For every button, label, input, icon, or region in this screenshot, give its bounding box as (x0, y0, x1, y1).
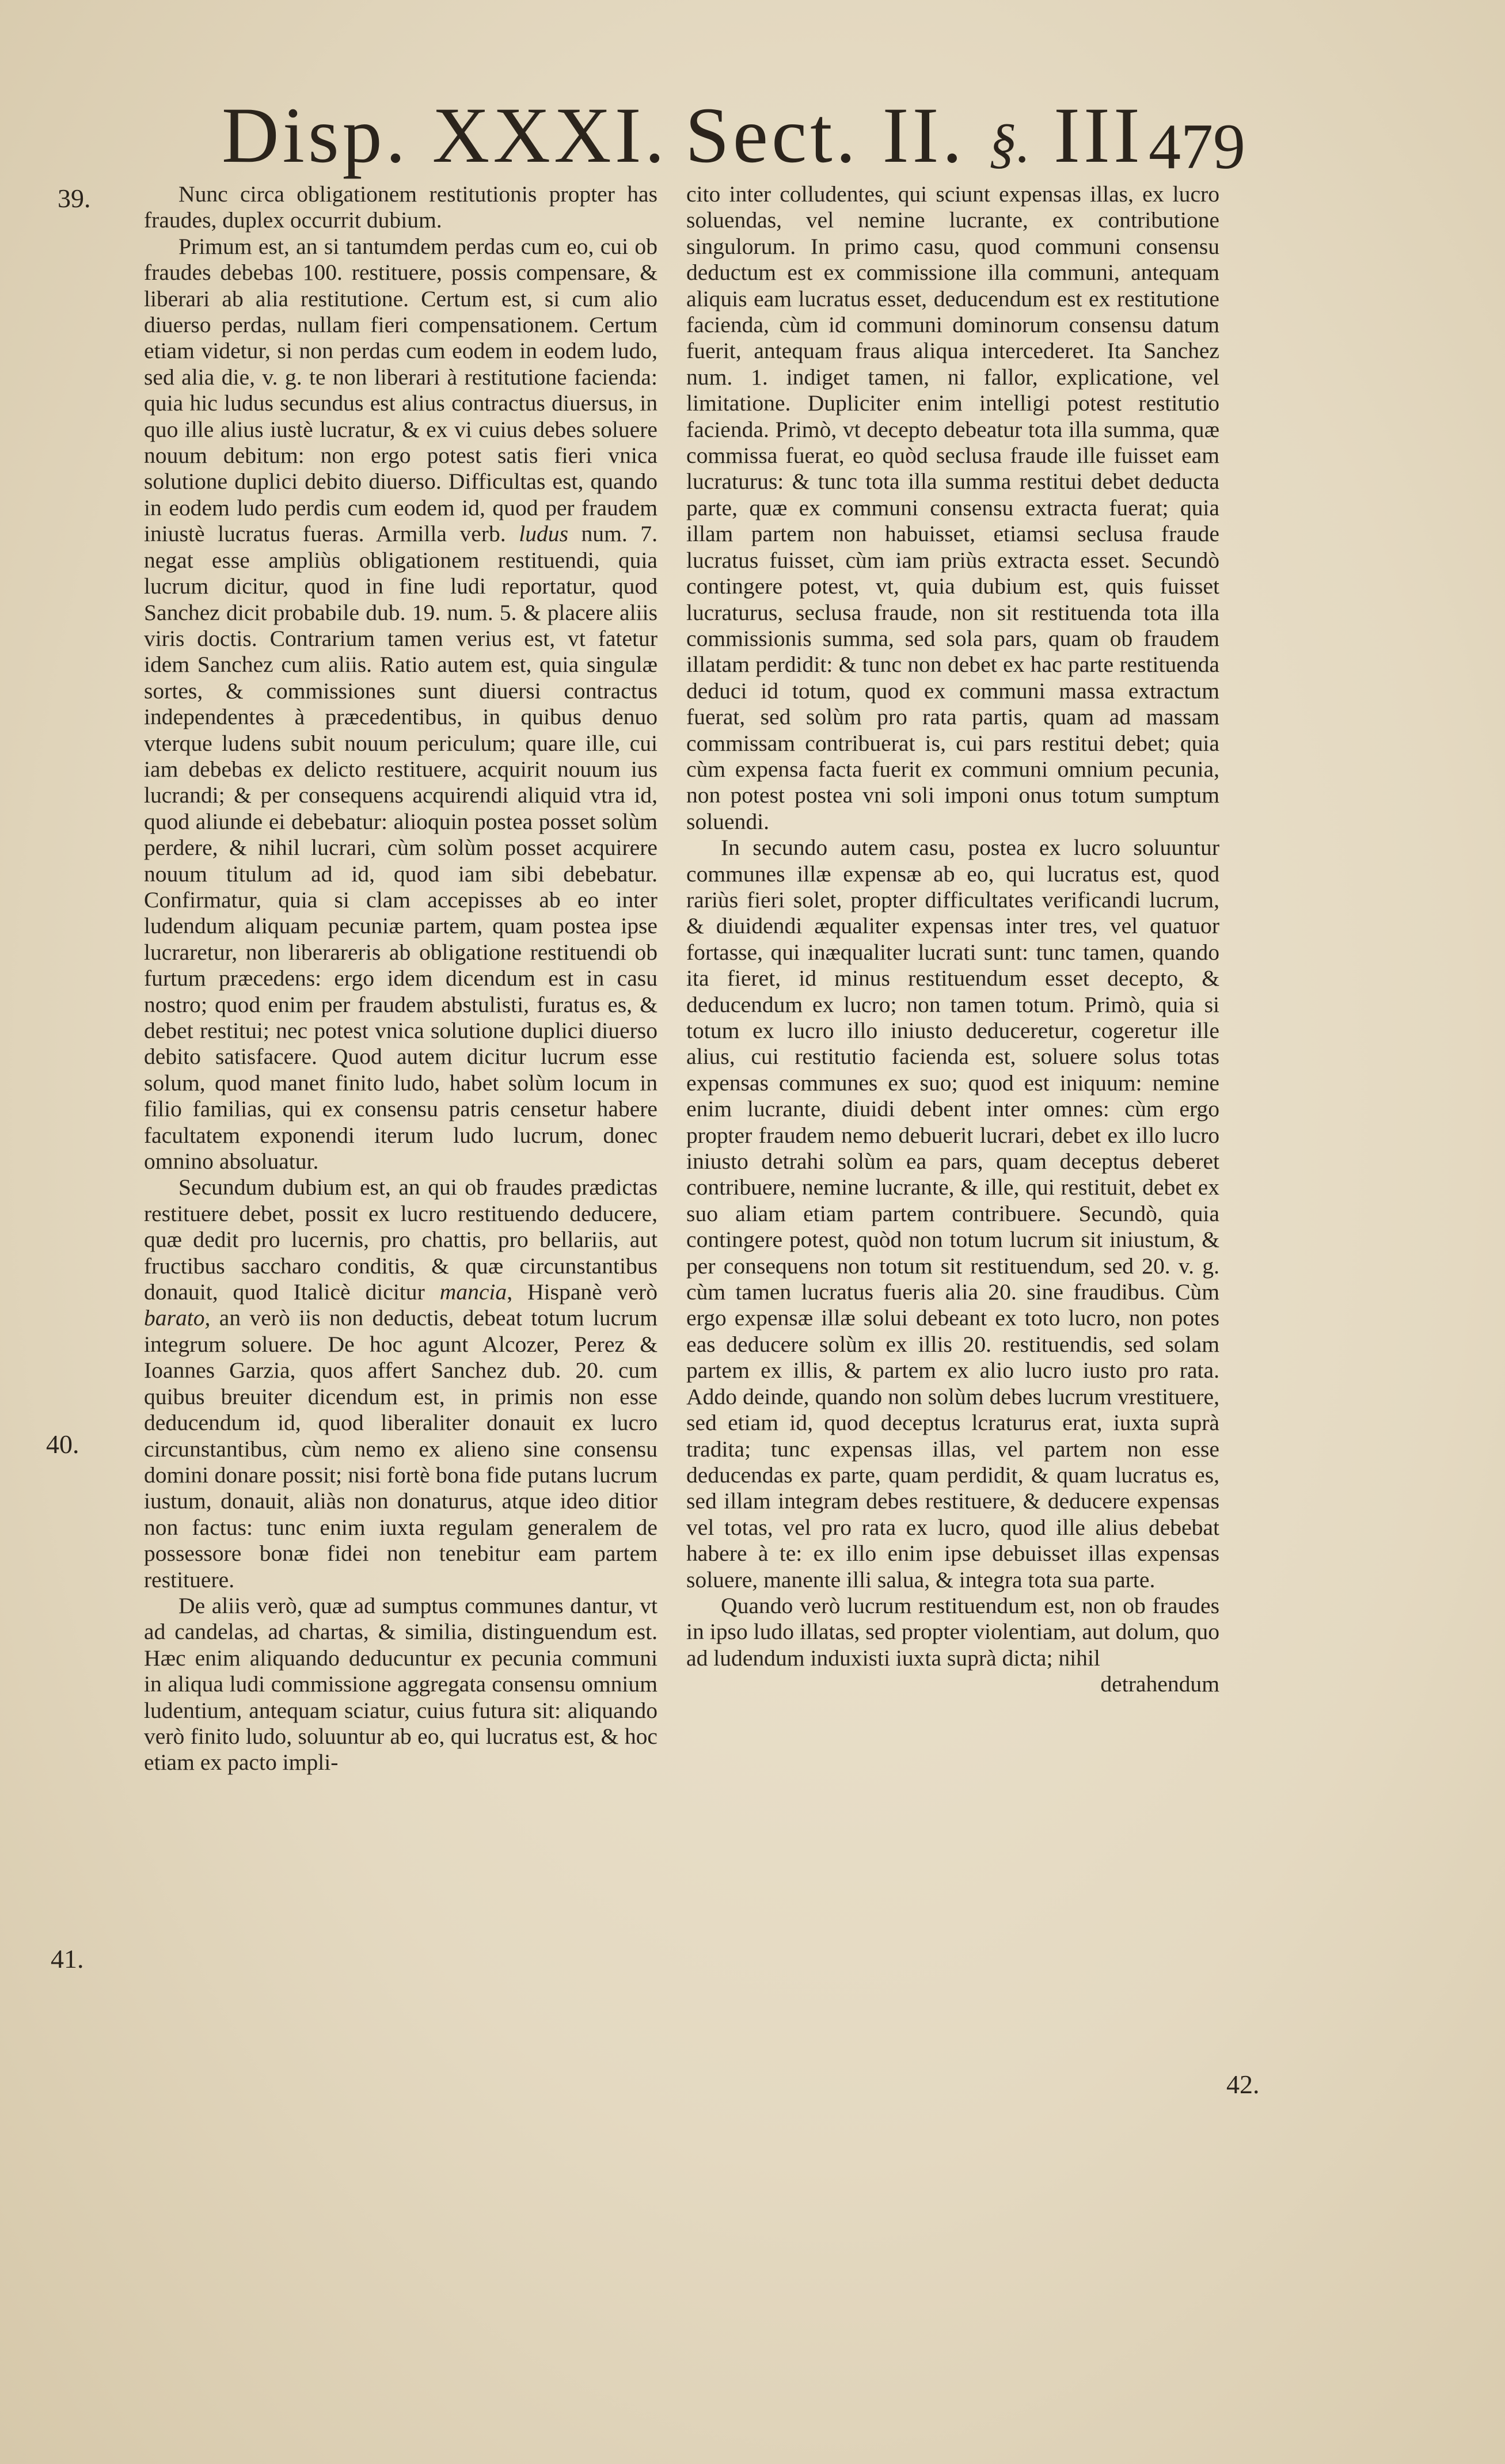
section-label: Sect. II. (685, 91, 966, 179)
running-header (0, 86, 1505, 184)
text-run: num. 7. negat esse ampliùs obligationem restituendi, quia lucrum dicitur, quod in fine ludi reportatur, quod Sanchez dicit probabile dub. 19. num. 5. & placere aliis viris doctis. Contrarium tamen verius est, vt fatetur idem Sanchez cum aliis. Ratio autem est, quia singulæ sortes, & commissiones sunt diuersi contractus independentes à præcedentibus, in quibus denuo vterque ludens subit nouum periculum; quare ille, cui iam debebas ex delicto restituere, acquirit nouum ius lucrandi; & per consequens acquirendi aliquid vtra id, quod aliunde ei debebatur: alioquin postea posset solùm perdere, & nihil lucrari, cùm solùm posset acquirere nouum titulum ad id, quod iam sibi debebatur. Confirmatur, quia si clam accepisses ab eo inter ludendum aliquam pecuniæ partem, quam postea ipse lucraretur, non liberareris ab obligatione restituendi ob furtum præcedens: ergo idem dicendum est in casu nostro; quod enim per fraudem abstulisti, furatus es, & debet restitui; nec potest vnica solutione duplici diuerso debito satisfacere. Quod autem dicitur lucrum esse solum, quod manet finito ludo, habet solùm locum in filio familias, qui ex consensu patris censetur habere facultatem exponendi iterum ludo lucrum, donec omnino absoluatur. (144, 521, 658, 1174)
paragraph-second-case: In secundo autem casu, postea ex lucro soluuntur communes illæ expensæ ab eo, qui lucratus est, quod rariùs fieri solet, propter difficultates verificandi lucrum, & diuidendi æqualiter expensas inter tres, vel quatuor fortasse, qui inæqualiter lucrati sunt: tunc tamen, quando ita fieret, id minus restituendum esset decepto, & deducendum ex lucro; non tamen totum. Primò, quia si totum ex lucro illo iniusto deduceretur, cogeretur ille alius, cui restitutio facienda est, soluere solus totas expensas communes ex suo; quod est iniquum: nemine enim lucrante, diuidi debent inter omnes: cùm ergo propter fraudem nemo debuerit lucrari, debet ex illo lucro iniusto detrahi solùm ea pars, quam deceptus deberet contribuere, nemine lucrante, & ille, qui restituit, debet ex suo aliam etiam partem contribuere. Secundò, quia contingere potest, quòd non totum lucrum sit iniustum, & per consequens non totum sit restituendum, sed 20. v. g. cùm tamen lucratus fueris alia 20. sine fraudibus. Cùm ergo expensæ illæ solui debeant ex toto lucro, non potes eas deducere solùm ex illis 20. restituendis, sed solam partem ex illis, & partem ex alio lucro iusto pro rata. Addo deinde, quando non solùm debes lucrum vrestituere, sed etiam id, quod deceptus lcraturus erat, iuxta suprà tradita; tunc expensas illas, vel partem non esse deducendas ex parte, quam perdidit, & quam lucratus es, sed illam integram debes restituere, & deducere expensas vel totas, vel pro rata ex lucro, quod ille alius debebat habere à te: ex illo enim ipse debuisset illas expensas soluere, manente illi salua, & integra tota sua parte. (686, 835, 1219, 1592)
margin-number-39: 39. (58, 184, 91, 213)
paragraph-42-violence: Quando verò lucrum restituendum est, non ob fraudes in ipso ludo illatas, sed propter violentiam, aut dolum, quo ad ludendum induxisti iuxta suprà dicta; nihil (686, 1592, 1219, 1671)
margin-number-41: 41. (51, 1944, 84, 1974)
text-run: , Hispanè verò (507, 1279, 658, 1305)
paragraph-41-expenses: De aliis verò, quæ ad sumptus communes dantur, vt ad candelas, ad chartas, & similia, distinguendum est. Hæc enim aliquando deducuntur ex pecunia communi in aliqua ludi commissione aggregata consensu omnium ludentium, antequam sciatur, cuius futura sit: aliquando verò finito ludo, soluuntur ab eo, qui lucratus est, & hoc etiam ex pacto impli- (144, 1592, 658, 1775)
catchword: detrahendum (1100, 1671, 1219, 1697)
margin-number-42: 42. (1226, 2070, 1260, 2099)
text-run: Primum est, an si tantumdem perdas cum eo, cui ob fraudes debebas 100. restituere, possis compensare, & liberari ab alia restitutione. Certum est, si cum alio diuerso perdas, nullam fieri compensationem. Certum etiam videtur, si non perdas cum eodem in eodem ludo, sed alia die, v. g. te non liberari à restitutione facienda: quia hic ludus secundus est alius contractus diuersus, in quo ille alius iustè lucratur, & ex vi cuius debes soluere nouum debitum: non ergo potest satis fieri vnica solutione duplici debito diuerso. Difficultas est, quando in eodem ludo perdis cum eodem id, quod per fraudem iniustè lucratus fueras. Armilla verb. (144, 233, 658, 547)
paragraph-first-doubt (144, 234, 658, 1175)
right-column (686, 181, 1219, 1698)
italic-term-mancia: mancia (439, 1279, 507, 1305)
paragraph-continuation: cito inter colludentes, qui sciunt expensas illas, ex lucro soluendas, vel nemine lucrante, ex contributione singulorum. In primo casu, quod communi consensu deductum est ex commissione illa communi, antequam aliquis eam lucratus esset, deducendum est ex restitutione facienda, cùm id communi dominorum consensu datum fuerit, antequam fraus aliqua intercederet. Ita Sanchez num. 1. indiget tamen, ni fallor, explicatione, vel limitatione. Dupliciter enim intelligi potest restitutio facienda. Primò, vt decepto debeatur tota illa summa, quæ commissa fuerat, eo quòd seclusa fraude ille fuisset eam lucraturus: & tunc tota illa summa restitui debet deducta parte, quæ ex communi consensu extracta fuerat; quia illam partem non habuisset, etiamsi seclusa fraude lucratus fuisset, cùm iam priùs extracta esset. Secundò contingere potest, vt, quia dubium est, quis fuisset lucraturus, seclusa fraude, non sit restituenda tota illa commissionis summa, sed sola pars, quam ob fraudem illatam perdidit: & tunc non debet ex hac parte restituenda deduci id totum, quod ex communi massa extractum fuerat, sed solùm pro rata partis, quam ad massam commissam contribuerat is, cui pars restitui debet; quia cùm expensa facta fuerit ex communi omnium pecunia, non potest postea vni soli imponi onus totum sumptum soluendi. (686, 181, 1219, 834)
section-symbol: §. (989, 112, 1031, 174)
italic-term-barato: barato, (144, 1305, 211, 1331)
paragraph-numeral: III (1054, 91, 1143, 179)
italic-term-ludus: ludus (519, 521, 568, 547)
paragraph-40-second-doubt (144, 1174, 658, 1593)
paragraph-39-intro: Nunc circa obligationem restitutionis propter has fraudes, duplex occurrit dubium. (144, 181, 658, 233)
left-column (144, 181, 658, 1776)
page-number: 479 (1149, 111, 1245, 182)
text-run: an verò iis non deductis, debeat totum lucrum integrum soluere. De hoc agunt Alcozer, Perez & Ioannes Garzia, quos affert Sanchez dub. 20. cum quibus breuiter dicendum est, in primis non esse deducendum id, quod liberaliter donauit ex lucro circunstantibus, cùm nemo ex alieno sine consensu domini donare possit; nisi fortè bona fide putans lucrum iustum, donauit, aliàs non donaturus, atque ideo ditior non factus: tunc enim iuxta regulam generalem de possessore bonæ fidei non tenebitur eam partem restituere. (144, 1305, 658, 1592)
text-run: Secundum dubium est, an qui ob fraudes prædictas restituere debet, possit ex lucro restituendo deducere, quæ dedit pro lucernis, pro chattis, pro bellariis, aut fructibus saccharo conditis, & quæ circunstantibus donauit, quod Italicè dicitur (144, 1174, 658, 1305)
section-title (685, 86, 1143, 192)
margin-number-40: 40. (46, 1429, 79, 1459)
disputation-title: Disp. XXXI. (222, 91, 668, 179)
